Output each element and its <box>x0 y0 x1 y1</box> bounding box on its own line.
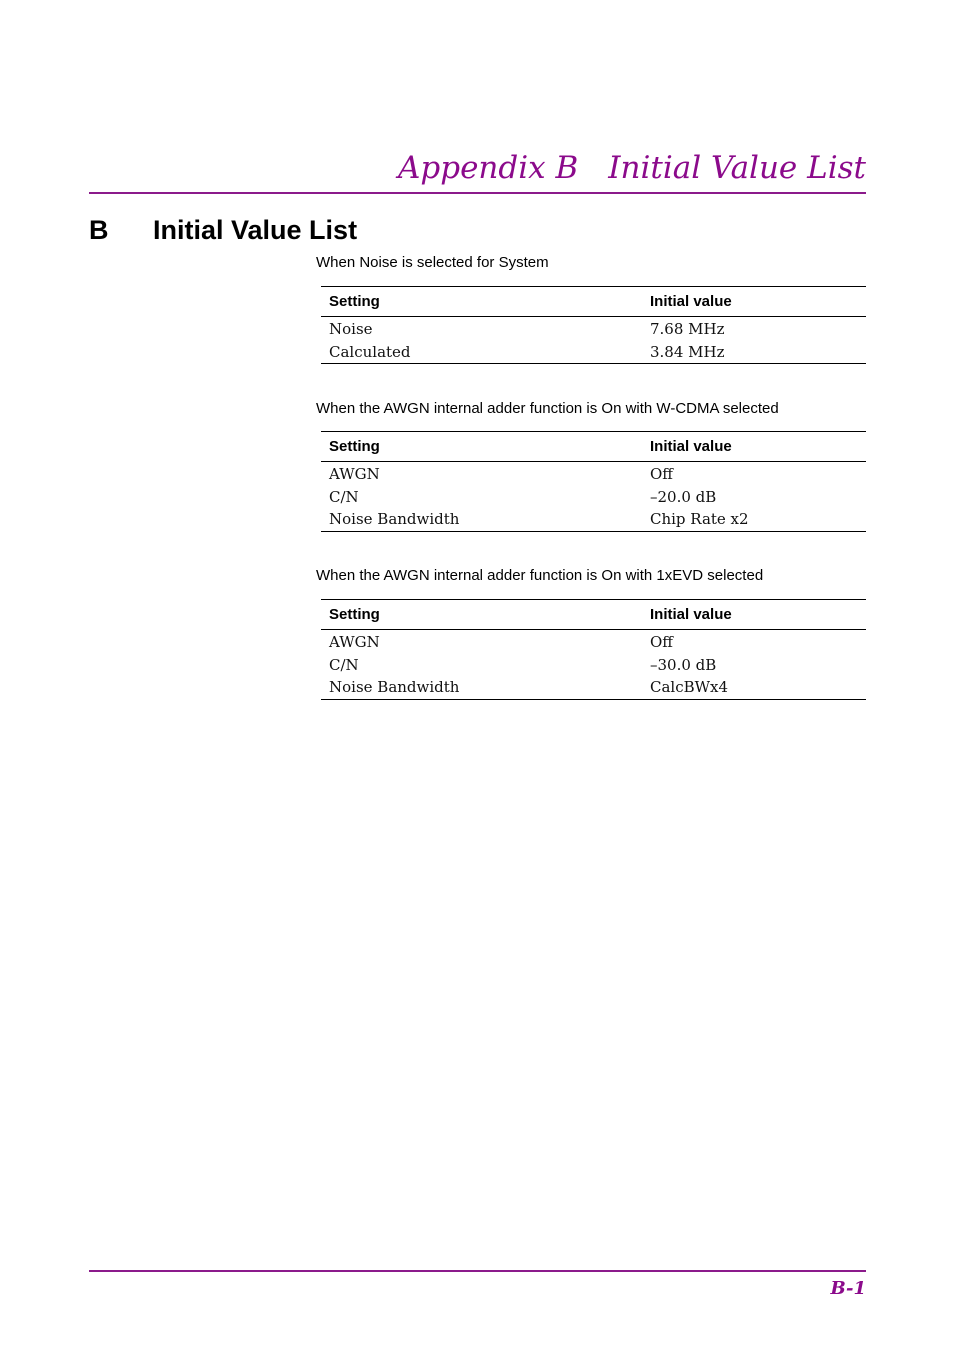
table-header-row <box>321 432 866 462</box>
section-number: B <box>89 215 109 245</box>
footer-rule <box>89 1270 866 1272</box>
table-caption-system-noise: When Noise is selected for System <box>316 254 549 271</box>
value-cell: 3.84 MHz <box>642 341 866 364</box>
table-system-noise <box>321 286 866 364</box>
table-caption-1xevd: When the AWGN internal adder function is On with 1xEVD selected <box>316 567 764 584</box>
value-cell: 7.68 MHz <box>650 320 725 338</box>
table-row <box>321 317 866 341</box>
setting-cell: Noise Bandwidth <box>321 508 642 531</box>
appendix-title: Initial Value List <box>608 150 866 186</box>
setting-cell: AWGN <box>329 465 380 483</box>
table-row <box>321 676 866 699</box>
table-header-row <box>321 287 866 317</box>
table-row <box>321 462 866 486</box>
column-header-setting: Setting <box>321 287 642 317</box>
table-header-row <box>321 600 866 630</box>
column-header-setting: Setting <box>321 600 642 630</box>
column-header-initial-value: Initial value <box>642 287 866 317</box>
column-header-setting: Setting <box>321 432 642 462</box>
table-row <box>321 486 866 509</box>
table-1xevd <box>321 599 866 700</box>
value-cell: Off <box>650 465 673 483</box>
column-header-initial-value: Initial value <box>642 600 866 630</box>
table-row <box>321 654 866 677</box>
setting-cell: C/N <box>329 487 359 506</box>
table-row <box>321 508 866 531</box>
table-row <box>321 630 866 654</box>
table-row <box>321 341 866 364</box>
value-cell: –20.0 dB <box>650 487 717 506</box>
section-title: Initial Value List <box>153 215 358 245</box>
page-number: B-1 <box>830 1278 866 1299</box>
chapter-title <box>398 148 866 188</box>
appendix-label: Appendix B <box>398 150 579 186</box>
chapter-header <box>89 148 866 194</box>
column-header-initial-value: Initial value <box>642 432 866 462</box>
setting-cell: AWGN <box>329 633 380 651</box>
setting-cell: Noise <box>329 320 373 338</box>
table-caption-wcdma: When the AWGN internal adder function is On with W-CDMA selected <box>316 400 779 417</box>
setting-cell: Calculated <box>321 341 642 364</box>
setting-cell: Noise Bandwidth <box>321 676 642 699</box>
value-cell: –30.0 dB <box>650 655 717 674</box>
table-wcdma <box>321 431 866 532</box>
setting-cell: C/N <box>329 655 359 674</box>
value-cell: Chip Rate x2 <box>642 508 866 531</box>
section-heading <box>89 212 357 248</box>
value-cell: CalcBWx4 <box>642 676 866 699</box>
value-cell: Off <box>650 633 673 651</box>
